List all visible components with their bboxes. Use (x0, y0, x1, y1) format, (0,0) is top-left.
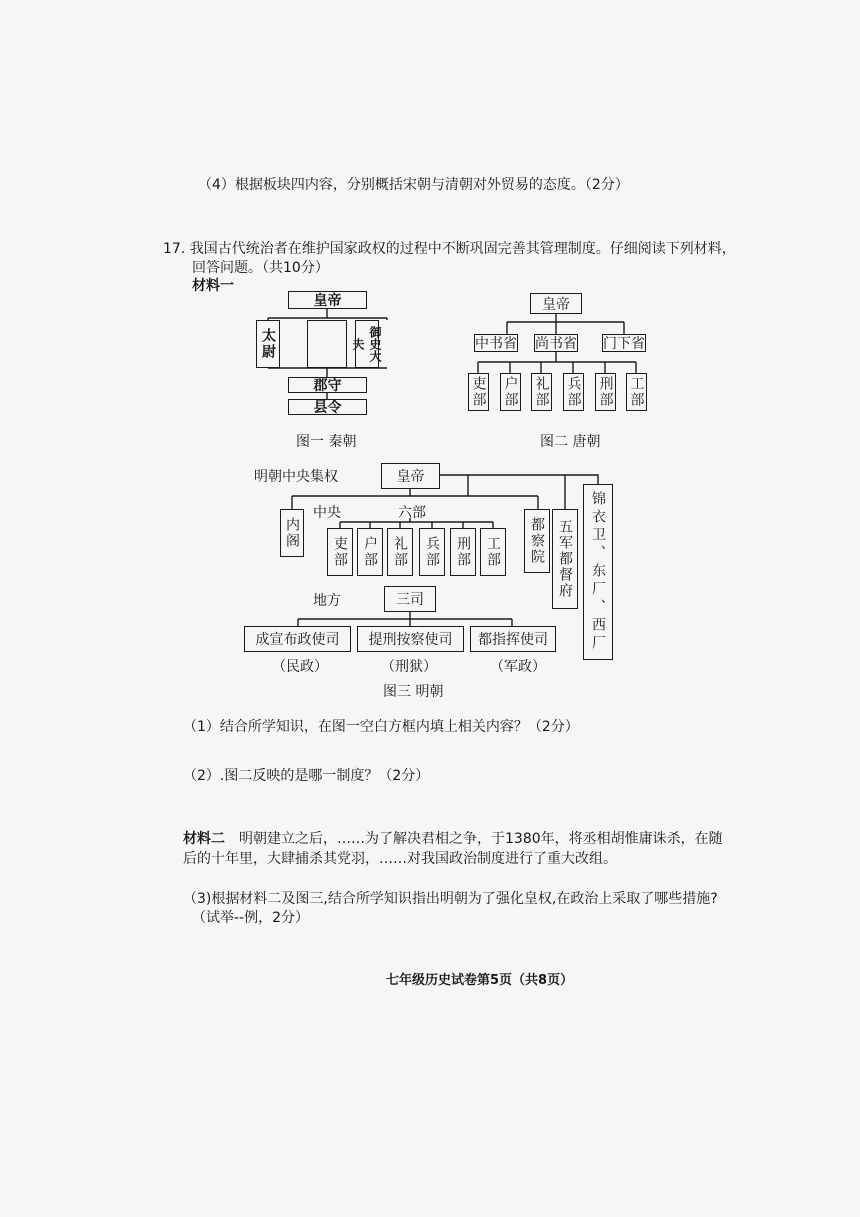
sub-question-1: （1）结合所学知识，在图一空白方框内填上相关内容？（2分） (183, 719, 579, 735)
fig2-ministry-li-box: 吏部 (468, 373, 489, 411)
material1-label: 材料一 (192, 278, 234, 294)
fig2-shangshu-box: 尚书省 (535, 336, 577, 352)
fig2-ministry-rites-box: 礼部 (531, 373, 552, 411)
question-16-4: （4）根据板块四内容，分别概括宋朝与清朝对外贸易的态度。（2分） (198, 177, 629, 193)
fig3-emperor-box: 皇帝 (381, 463, 440, 489)
fig2-caption: 图二 唐朝 (540, 434, 601, 450)
fig3-role-military: （军政） (490, 659, 546, 675)
fig1-commandery-box: 郡守 (288, 377, 367, 393)
fig3-duchayuan-box: 都察院 (524, 509, 550, 573)
fig2-ministry-justice-box: 刑部 (595, 373, 616, 411)
question-17-stem-line1: 17. 我国古代统治者在维护国家政权的过程中不断巩固完善其管理制度。仔细阅读下列材料， (163, 241, 736, 257)
fig3-role-civil: （民政） (272, 659, 328, 675)
fig3-ministry-works-box: 工部 (480, 528, 506, 576)
fig3-buzhengshi-box: 成宣布政使司 (244, 626, 351, 652)
fig2-ministry-works-box: 工部 (626, 373, 647, 411)
fig3-six-ministries-label: 六部 (398, 505, 426, 521)
material2-label: 材料二 (183, 831, 225, 847)
fig3-wujun-box: 五军都督府 (552, 509, 578, 609)
fig3-ministry-rites-box: 礼部 (387, 528, 413, 576)
fig3-central-label: 中央 (313, 505, 341, 521)
fig1-blank-box[interactable] (307, 320, 347, 368)
page-footer: 七年级历史试卷第5页（共8页） (386, 973, 574, 988)
fig3-sansi-box: 三司 (384, 586, 436, 612)
fig1-emperor-box: 皇帝 (288, 291, 367, 309)
sub-question-3-line2: （试举--例，2分） (192, 910, 310, 926)
material2-text-line1: 明朝建立之后，……为了解决君相之争，于1380年，将丞相胡惟庸诛杀，在随 (239, 831, 723, 847)
fig3-ministry-justice-box: 刑部 (450, 528, 476, 576)
fig2-zhongshu-box: 中书省 (475, 336, 517, 352)
fig3-duzhihuishi-box: 都指挥使司 (470, 626, 556, 652)
fig1-yushidafu-box: 御史大夫 (355, 320, 379, 368)
fig2-ministry-hu-box: 户部 (500, 373, 521, 411)
fig2-menxia-box: 门下省 (603, 336, 645, 352)
fig2-ministry-war-box: 兵部 (563, 373, 584, 411)
fig3-ministry-hu-box: 户部 (357, 528, 383, 576)
material2-line1 (183, 830, 723, 848)
fig3-jinyiwei-box: 锦衣卫、东厂、西厂 (583, 484, 613, 660)
fig3-ministry-war-box: 兵部 (419, 528, 445, 576)
fig1-caption: 图一 秦朝 (296, 434, 357, 450)
fig2-emperor-box: 皇帝 (530, 293, 582, 314)
sub-question-2: （2）.图二反映的是哪一制度？（2分） (183, 768, 430, 784)
material2-line2: 后的十年里，大肆捕杀其党羽，……对我国政治制度进行了重大改组。 (183, 851, 617, 867)
fig3-role-justice: （刑狱） (381, 659, 437, 675)
question-17-stem-line2: 回答问题。（共10分） (192, 260, 329, 276)
fig1-taiwei-box: 太尉 (256, 320, 280, 368)
fig3-neige-box: 内阁 (280, 509, 304, 557)
fig3-local-label: 地方 (313, 593, 341, 609)
fig1-county-box: 县令 (288, 399, 367, 415)
fig3-anchashi-box: 提刑按察使司 (357, 626, 464, 652)
sub-question-3-line1: （3)根据材料二及图三,结合所学知识指出明朝为了强化皇权,在政治上采取了哪些措施? (183, 891, 718, 907)
fig3-ministry-li-box: 吏部 (327, 528, 353, 576)
fig3-caption: 图三 明朝 (383, 684, 444, 700)
fig3-title: 明朝中央集权 (254, 469, 338, 485)
